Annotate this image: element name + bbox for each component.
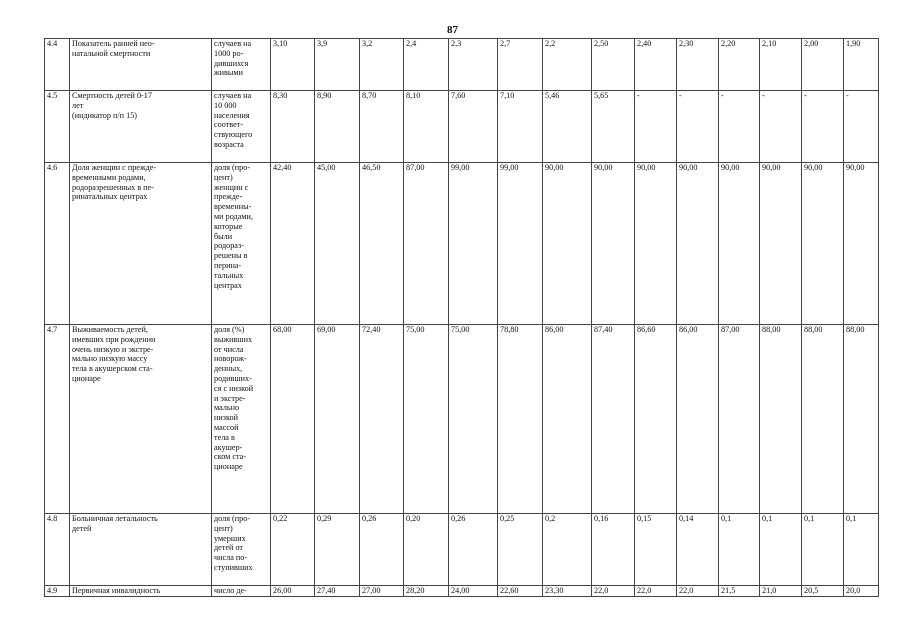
value-cell: 90,00: [592, 163, 635, 325]
value-cell: 2,40: [635, 39, 677, 91]
table-body: [45, 39, 879, 597]
value-cell: 99,00: [449, 163, 498, 325]
indicator-name: Выживаемость детей, имевших при рождении очень низкую и экстре- мально низкую массу тела в акушерском ста- ционаре: [70, 325, 212, 514]
value-cell: 22,0: [592, 586, 635, 597]
value-cell: 75,00: [404, 325, 449, 514]
value-cell: 20,5: [802, 586, 844, 597]
value-cell: 21,5: [719, 586, 760, 597]
table-row: [45, 586, 879, 597]
value-cell: 42,40: [271, 163, 315, 325]
indicators-table: [44, 38, 879, 597]
value-cell: -: [719, 91, 760, 163]
table-row: [45, 514, 879, 586]
unit-of-measure: число де-: [212, 586, 271, 597]
value-cell: 27,40: [315, 586, 360, 597]
value-cell: -: [760, 91, 802, 163]
value-cell: -: [844, 91, 879, 163]
value-cell: -: [635, 91, 677, 163]
value-cell: 8,30: [271, 91, 315, 163]
value-cell: 0,2: [543, 514, 592, 586]
value-cell: 69,00: [315, 325, 360, 514]
value-cell: 99,00: [498, 163, 543, 325]
indicator-name: Показатель ранней нео- натальной смертности: [70, 39, 212, 91]
table-row: [45, 39, 879, 91]
value-cell: 0,25: [498, 514, 543, 586]
value-cell: 22,0: [677, 586, 719, 597]
value-cell: 3,2: [360, 39, 404, 91]
value-cell: 0,1: [760, 514, 802, 586]
value-cell: 2,7: [498, 39, 543, 91]
value-cell: 46,50: [360, 163, 404, 325]
value-cell: 0,22: [271, 514, 315, 586]
value-cell: 28,20: [404, 586, 449, 597]
value-cell: 0,16: [592, 514, 635, 586]
value-cell: -: [802, 91, 844, 163]
value-cell: 90,00: [760, 163, 802, 325]
value-cell: 72,40: [360, 325, 404, 514]
value-cell: 0,26: [449, 514, 498, 586]
value-cell: 0,1: [844, 514, 879, 586]
row-number: 4.4: [45, 39, 70, 91]
value-cell: 0,29: [315, 514, 360, 586]
value-cell: 8,90: [315, 91, 360, 163]
value-cell: 87,00: [404, 163, 449, 325]
indicator-name: Больничная летальность детей: [70, 514, 212, 586]
value-cell: 0,1: [719, 514, 760, 586]
unit-of-measure: доля (%) выживших от числа новорож- денных, родивших- ся с низкой и экстре- мально низкой массой тела в акушер- ском ста- ционаре: [212, 325, 271, 514]
indicator-name: Смертность детей 0-17 лет (индикатор п/п 15): [70, 91, 212, 163]
value-cell: 2,50: [592, 39, 635, 91]
value-cell: 23,30: [543, 586, 592, 597]
value-cell: 0,20: [404, 514, 449, 586]
table-row: [45, 91, 879, 163]
row-number: 4.5: [45, 91, 70, 163]
value-cell: 90,00: [719, 163, 760, 325]
unit-of-measure: случаев на 1000 ро- дившихся живыми: [212, 39, 271, 91]
value-cell: 2,00: [802, 39, 844, 91]
value-cell: 21,0: [760, 586, 802, 597]
value-cell: 3,10: [271, 39, 315, 91]
value-cell: 0,14: [677, 514, 719, 586]
unit-of-measure: случаев на 10 000 населения соответ- ствующего возраста: [212, 91, 271, 163]
value-cell: 90,00: [635, 163, 677, 325]
value-cell: 3,9: [315, 39, 360, 91]
value-cell: 45,00: [315, 163, 360, 325]
value-cell: 87,40: [592, 325, 635, 514]
indicator-name: Доля женщин с прежде- временными родами, родоразрешенных в пе- ринатальных центрах: [70, 163, 212, 325]
value-cell: 88,00: [844, 325, 879, 514]
value-cell: 20,0: [844, 586, 879, 597]
value-cell: 78,80: [498, 325, 543, 514]
value-cell: 2,3: [449, 39, 498, 91]
value-cell: 88,00: [802, 325, 844, 514]
value-cell: 75,00: [449, 325, 498, 514]
value-cell: 8,70: [360, 91, 404, 163]
value-cell: 88,00: [760, 325, 802, 514]
value-cell: 90,00: [677, 163, 719, 325]
value-cell: 2,10: [760, 39, 802, 91]
value-cell: 1,90: [844, 39, 879, 91]
value-cell: 87,00: [719, 325, 760, 514]
table-row: [45, 163, 879, 325]
row-number: 4.6: [45, 163, 70, 325]
value-cell: 86,00: [543, 325, 592, 514]
unit-of-measure: доля (про- цент) умерших детей от числа по- ступивших: [212, 514, 271, 586]
value-cell: 90,00: [543, 163, 592, 325]
value-cell: -: [677, 91, 719, 163]
value-cell: 2,2: [543, 39, 592, 91]
value-cell: 90,00: [844, 163, 879, 325]
value-cell: 90,00: [802, 163, 844, 325]
value-cell: 68,00: [271, 325, 315, 514]
value-cell: 2,4: [404, 39, 449, 91]
value-cell: 0,26: [360, 514, 404, 586]
value-cell: 2,30: [677, 39, 719, 91]
value-cell: 5,65: [592, 91, 635, 163]
value-cell: 26,00: [271, 586, 315, 597]
value-cell: 0,1: [802, 514, 844, 586]
value-cell: 7,10: [498, 91, 543, 163]
value-cell: 86,00: [677, 325, 719, 514]
value-cell: 27,00: [360, 586, 404, 597]
value-cell: 86,60: [635, 325, 677, 514]
value-cell: 22,0: [635, 586, 677, 597]
row-number: 4.7: [45, 325, 70, 514]
value-cell: 2,20: [719, 39, 760, 91]
value-cell: 7,60: [449, 91, 498, 163]
value-cell: 0,15: [635, 514, 677, 586]
row-number: 4.8: [45, 514, 70, 586]
value-cell: 8,10: [404, 91, 449, 163]
row-number: 4.9: [45, 586, 70, 597]
page-number: 87: [447, 24, 458, 36]
unit-of-measure: доля (про- цент) женщин с прежде- временны- ми родами, которые были родораз- решены в перина- тальных центрах: [212, 163, 271, 325]
table-row: [45, 325, 879, 514]
indicator-name: Первичная инвалидность: [70, 586, 212, 597]
value-cell: 24,00: [449, 586, 498, 597]
value-cell: 5,46: [543, 91, 592, 163]
value-cell: 22,60: [498, 586, 543, 597]
